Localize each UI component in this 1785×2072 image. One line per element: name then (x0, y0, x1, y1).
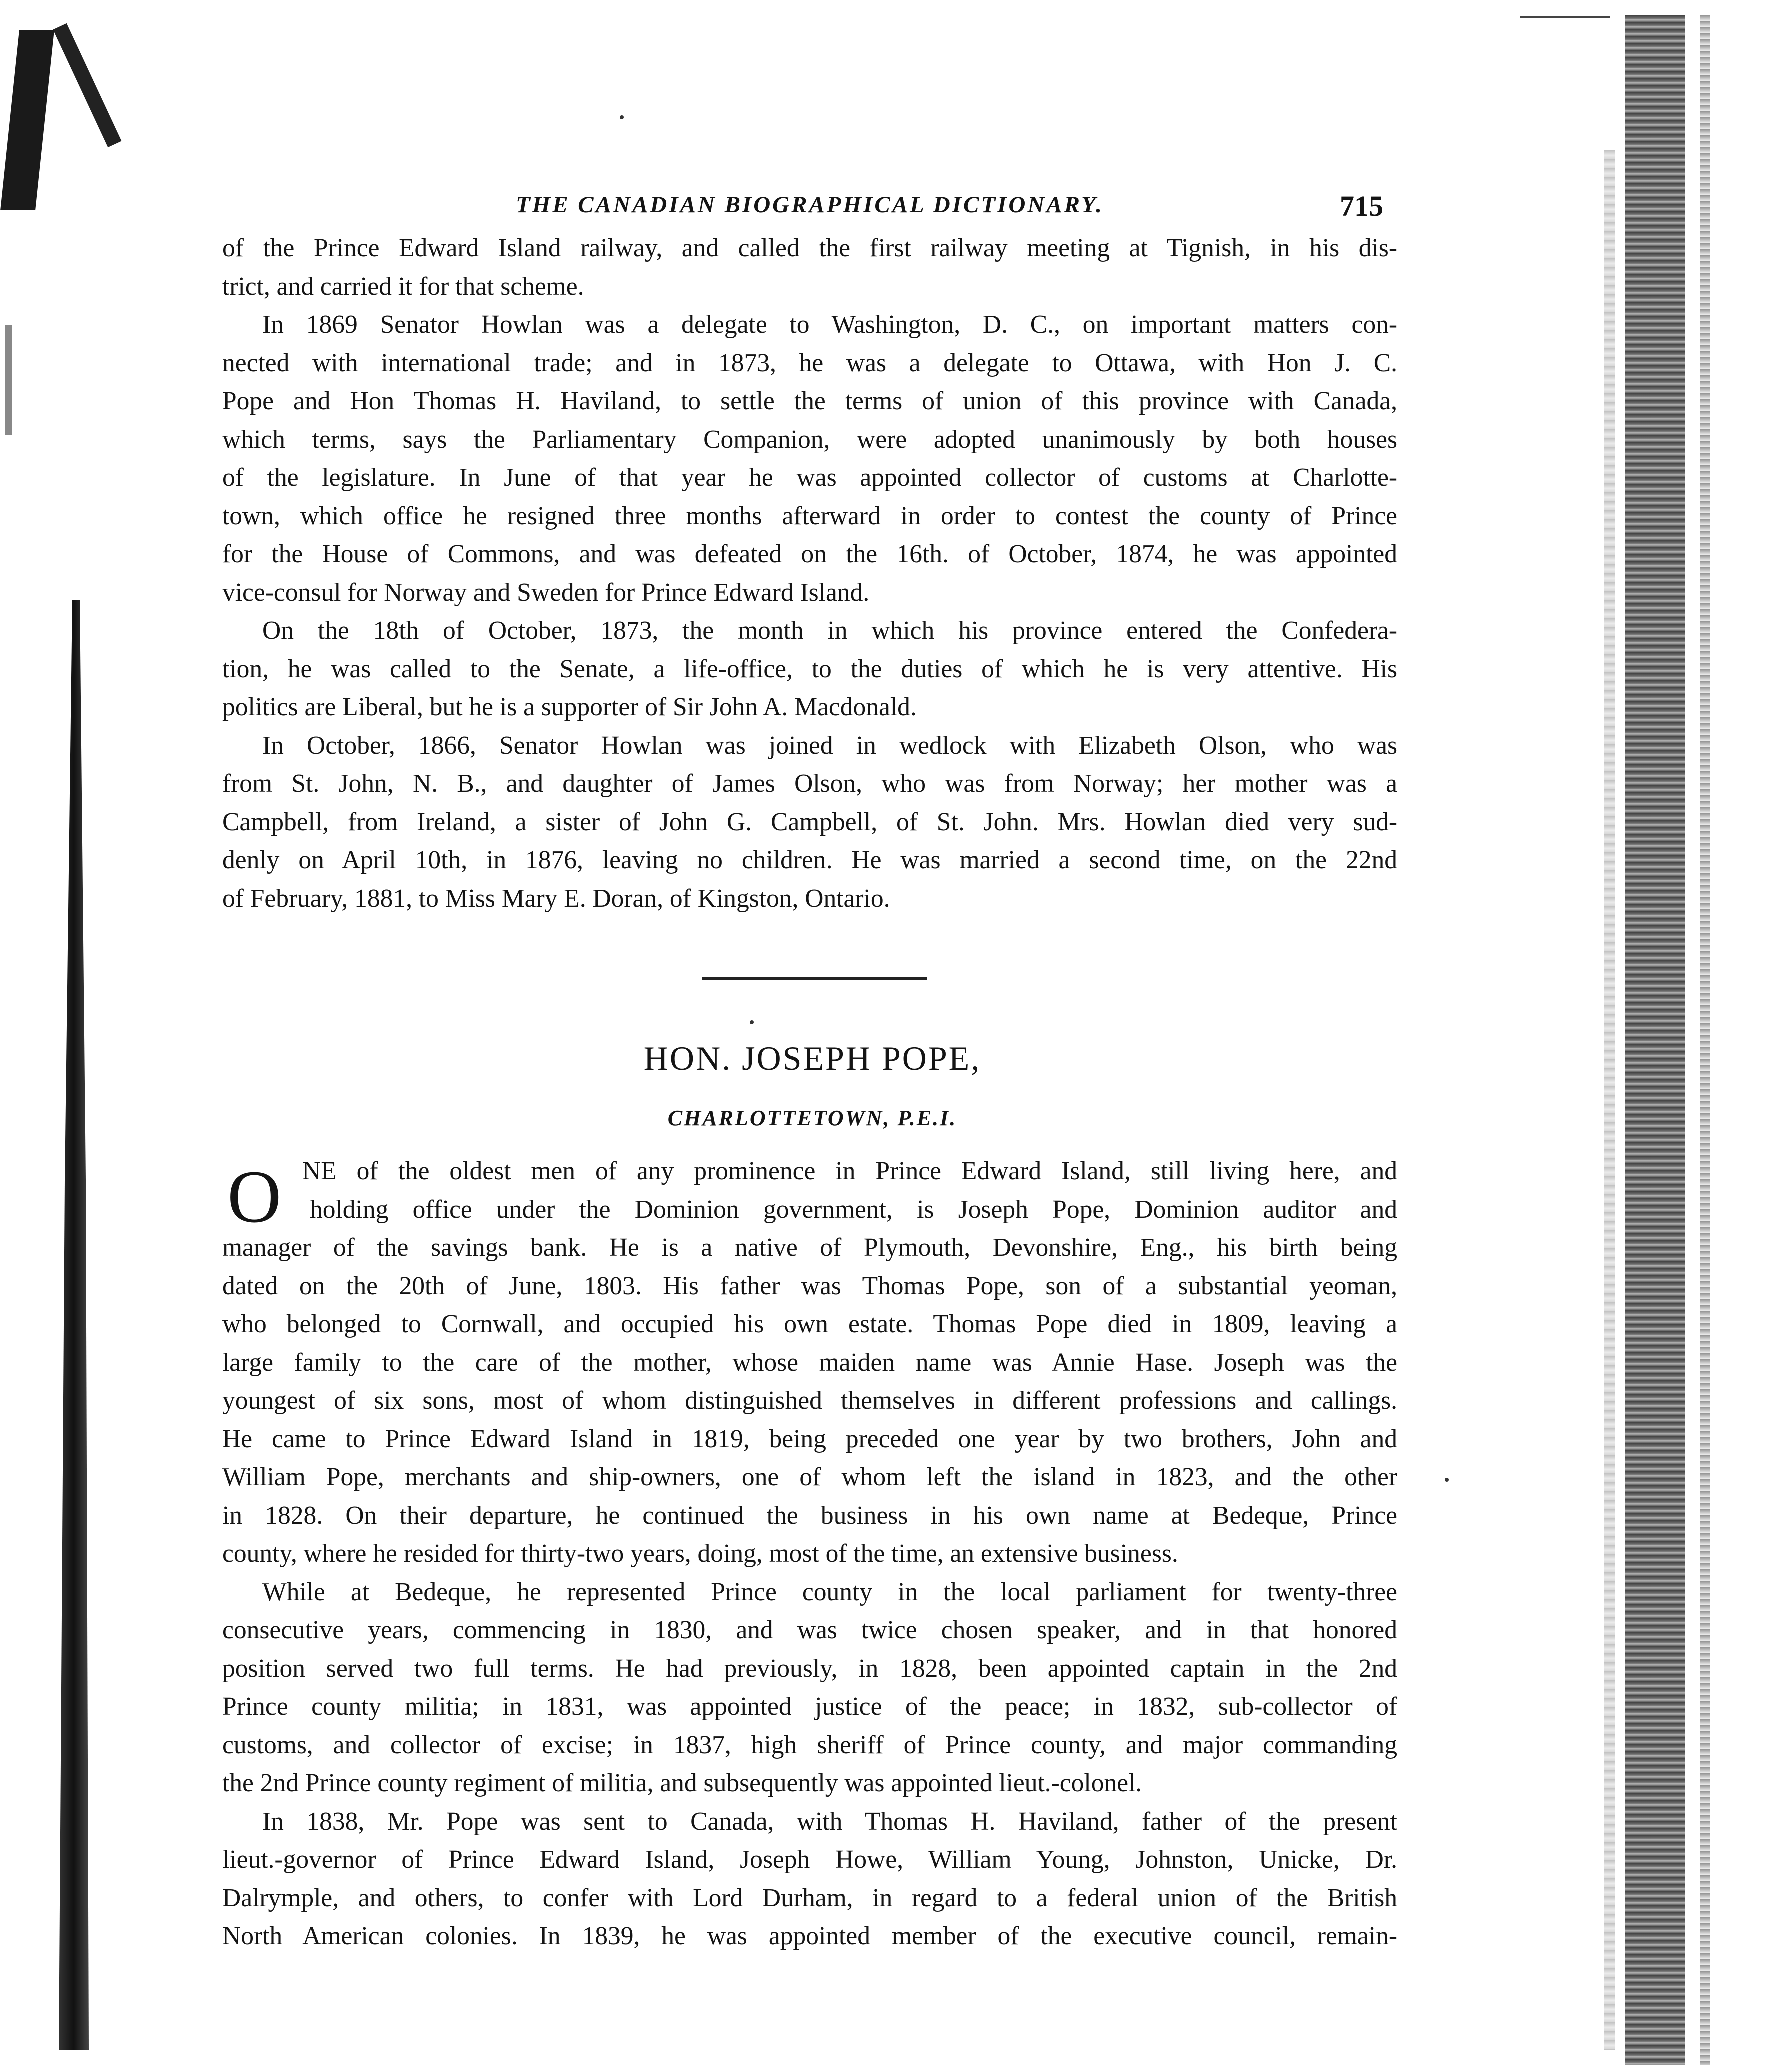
scan-binding-edge (1625, 15, 1685, 2065)
scan-edge-mark (1520, 16, 1610, 18)
text-line: consecutive years, commencing in 1830, and was twice chosen speaker, and in that honored (222, 1616, 1398, 1644)
text-line: North American colonies. In 1839, he was appointed member of the executive council, remain- (222, 1922, 1398, 1950)
text-line: Prince county militia; in 1831, was appointed justice of the peace; in 1832, sub-collector of (222, 1692, 1398, 1721)
text-line: Dalrymple, and others, to confer with Lord Durham, in regard to a federal union of the British (222, 1883, 1398, 1912)
page-number: 715 (1340, 190, 1384, 222)
text-line: vice-consul for Norway and Sweden for Prince Edward Island. (222, 578, 870, 607)
text-line: While at Bedeque, he represented Prince county in the local parliament for twenty-three (262, 1577, 1398, 1606)
scan-edge-mark (0, 30, 54, 210)
text-line: Campbell, from Ireland, a sister of John G. Campbell, of St. John. Mrs. Howlan died very sud- (222, 807, 1398, 836)
entry-continued (222, 229, 1398, 918)
text-line: In October, 1866, Senator Howlan was joined in wedlock with Elizabeth Olson, who was (262, 731, 1398, 760)
text-line: politics are Liberal, but he is a supporter of Sir John A. Macdonald. (222, 693, 917, 721)
text-line: from St. John, N. B., and daughter of James Olson, who was from Norway; her mother was a (222, 769, 1398, 798)
text-line: holding office under the Dominion government, is Joseph Pope, Dominion auditor and (310, 1195, 1398, 1224)
text-line: in 1828. On their departure, he continued the business in his own name at Bedeque, Prince (222, 1501, 1398, 1530)
scan-edge-mark (59, 600, 89, 2050)
text-line: He came to Prince Edward Island in 1819, being preceded one year by two brothers, John and (222, 1424, 1398, 1453)
scan-edge-mark (5, 325, 12, 435)
text-line: In 1838, Mr. Pope was sent to Canada, with Thomas H. Haviland, father of the present (262, 1807, 1398, 1836)
article-place: CHARLOTTETOWN, P.E.I. (668, 1106, 958, 1130)
text-line: lieut.-governor of Prince Edward Island, Joseph Howe, William Young, Johnston, Unicke, Dr. (222, 1845, 1398, 1874)
text-line: county, where he resided for thirty-two years, doing, most of the time, an extensive business. (222, 1539, 1178, 1568)
text-line: In 1869 Senator Howlan was a delegate to Washington, D. C., on important matters con- (262, 310, 1398, 339)
scan-speck (1445, 1478, 1449, 1482)
drop-cap: O (228, 1155, 282, 1238)
article-title: HON. JOSEPH POPE, (644, 1039, 982, 1077)
text-line: tion, he was called to the Senate, a life-office, to the duties of which he is very attentive. His (222, 654, 1398, 683)
text-line: Pope and Hon Thomas H. Haviland, to settle the terms of union of this province with Canada, (222, 387, 1398, 415)
text-line: William Pope, merchants and ship-owners, one of whom left the island in 1823, and the other (222, 1463, 1398, 1491)
section-separator (702, 977, 928, 980)
text-line: position served two full terms. He had previously, in 1828, been appointed captain in the 2nd (222, 1654, 1398, 1683)
text-line: which terms, says the Parliamentary Companion, were adopted unanimously by both houses (222, 425, 1398, 454)
text-line: denly on April 10th, in 1876, leaving no children. He was married a second time, on the 22nd (222, 846, 1398, 874)
scan-speck (750, 1020, 754, 1024)
scan-speck (620, 115, 624, 119)
running-title: THE CANADIAN BIOGRAPHICAL DICTIONARY. (516, 192, 1104, 218)
text-line: of February, 1881, to Miss Mary E. Doran, of Kingston, Ontario. (222, 884, 890, 913)
text-line: for the House of Commons, and was defeated on the 16th. of October, 1874, he was appointed (222, 540, 1398, 568)
text-line: large family to the care of the mother, whose maiden name was Annie Hase. Joseph was the (222, 1348, 1398, 1377)
text-line: who belonged to Cornwall, and occupied his own estate. Thomas Pope died in 1809, leaving a (222, 1310, 1398, 1338)
text-line: nected with international trade; and in 1873, he was a delegate to Ottawa, with Hon J. C. (222, 348, 1398, 377)
scan-edge-mark (53, 23, 122, 147)
article-body (222, 1152, 1398, 1956)
text-line: youngest of six sons, most of whom distinguished themselves in different professions and callings. (222, 1386, 1398, 1415)
text-line: On the 18th of October, 1873, the month in which his province entered the Confedera- (262, 616, 1398, 645)
text-line: trict, and carried it for that scheme. (222, 272, 584, 301)
text-line: customs, and collector of excise; in 1837, high sheriff of Prince county, and major commanding (222, 1730, 1398, 1759)
text-line: NE of the oldest men of any prominence in Prince Edward Island, still living here, and (302, 1157, 1398, 1185)
scan-binding-edge (1604, 150, 1615, 2050)
text-line: dated on the 20th of June, 1803. His father was Thomas Pope, son of a substantial yeoman, (222, 1271, 1398, 1300)
text-line: of the Prince Edward Island railway, and called the first railway meeting at Tignish, in his dis- (222, 234, 1398, 262)
text-line: town, which office he resigned three months afterward in order to contest the county of Prince (222, 501, 1398, 530)
text-line: manager of the savings bank. He is a native of Plymouth, Devonshire, Eng., his birth being (222, 1233, 1398, 1262)
text-line: the 2nd Prince county regiment of militia, and subsequently was appointed lieut.-colonel. (222, 1769, 1142, 1797)
scan-binding-edge (1700, 15, 1710, 2065)
text-line: of the legislature. In June of that year he was appointed collector of customs at Charlotte- (222, 463, 1398, 492)
